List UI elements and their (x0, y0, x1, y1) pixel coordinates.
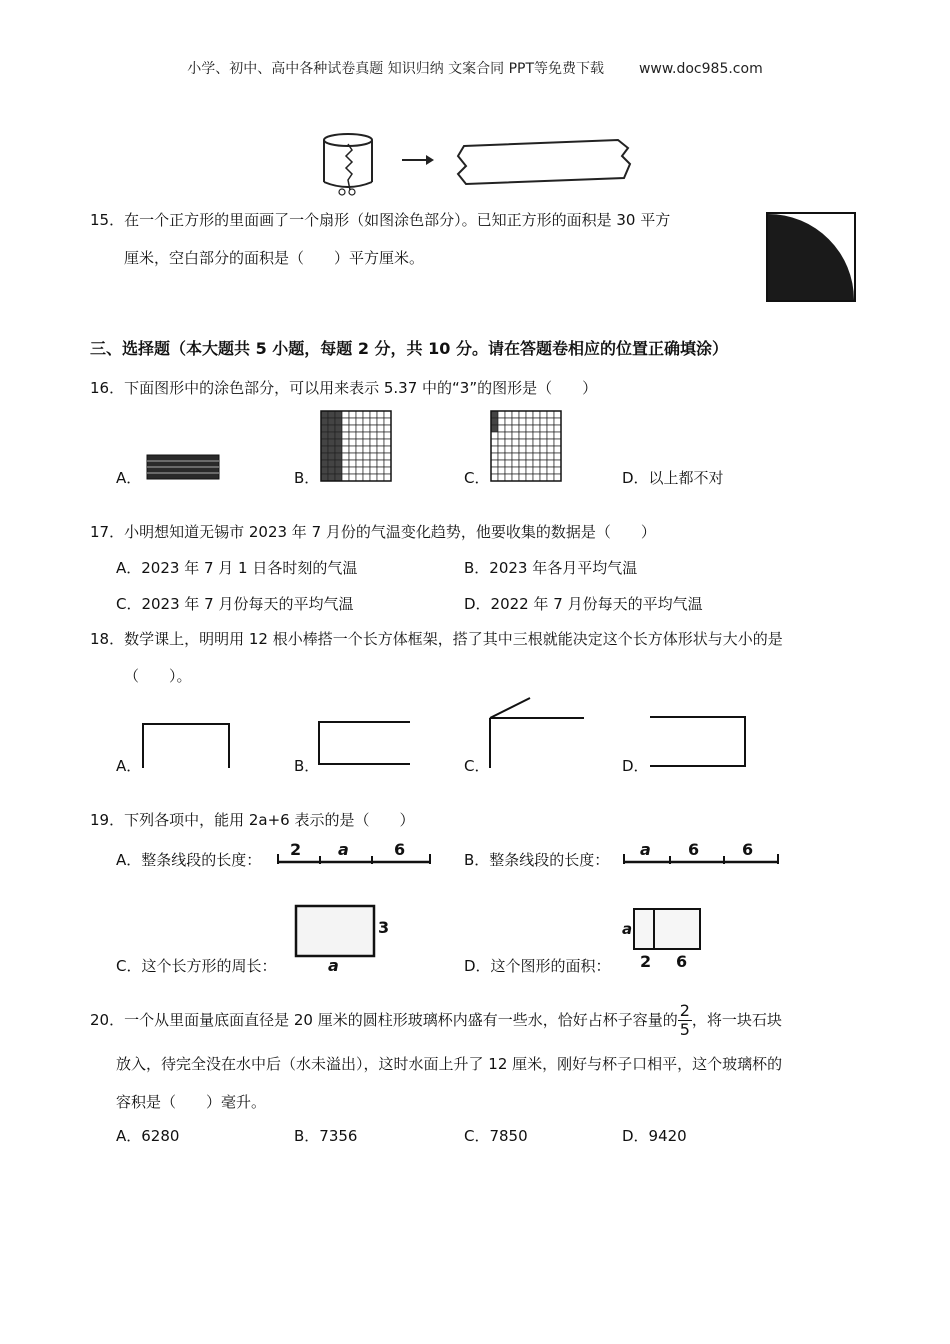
q18-stem (90, 629, 783, 649)
q19-seg-a-label-1: 2 (290, 840, 302, 859)
q20-text-1a: 一个从里面量底面直径是 20 厘米的圆柱形玻璃杯内盛有一些水，恰好占杯子容量的 (124, 1011, 678, 1029)
q15-line2: 厘米，空白部分的面积是（ ）平方厘米。 (124, 249, 425, 267)
q19-option-d[interactable]: D．这个图形的面积： (464, 957, 611, 975)
cylinder-unfold-figure (318, 128, 638, 198)
q19-seg-a-label-2: a (338, 840, 349, 859)
q16-stem (90, 378, 597, 398)
q16-option-b[interactable]: B． (294, 469, 320, 487)
q18-number: 18． (90, 630, 125, 648)
q17-stem (90, 522, 656, 542)
q16-option-d[interactable]: D．以上都不对 (622, 469, 724, 487)
header-url: www.doc985.com (638, 61, 763, 77)
q16-option-a[interactable]: A． (116, 469, 142, 487)
q19-figure-d (620, 906, 704, 972)
q20-line1 (90, 1000, 782, 1040)
q17-option-d[interactable]: D．2022 年 7 月份每天的平均气温 (464, 595, 703, 613)
q18-stem2: （ ）。 (124, 667, 192, 685)
q19-stem (90, 810, 414, 830)
q18-option-d[interactable]: D． (622, 757, 649, 775)
q20-line3: 容积是（ ）毫升。 (116, 1093, 267, 1111)
q15-number: 15． (90, 211, 125, 229)
q17-number: 17． (90, 523, 125, 541)
q18-option-a[interactable]: A． (116, 757, 142, 775)
q18-option-c[interactable]: C． (464, 757, 490, 775)
q19-fig-d-left: 2 (640, 952, 652, 971)
q18-figure-c (486, 694, 586, 770)
q16-stem-text: 下面图形中的涂色部分，可以用来表示 5.37 中的“3”的图形是（ ） (124, 379, 598, 397)
q18-option-b[interactable]: B． (294, 757, 320, 775)
q20-option-d[interactable]: D．9420 (622, 1127, 687, 1145)
q18-figure-a (140, 722, 232, 770)
q20-option-a[interactable]: A．6280 (116, 1127, 180, 1145)
q20-fraction (678, 1002, 692, 1039)
q20-fraction-numerator: 2 (679, 1001, 690, 1020)
q18-figure-b (316, 720, 412, 768)
q15-line1 (90, 210, 670, 230)
q19-segment-b (622, 840, 780, 866)
q16-figure-a (146, 454, 220, 480)
q19-rect-c-height: 3 (378, 918, 390, 937)
section3-title: 三、选择题（本大题共 5 小题，每题 2 分，共 10 分。请在答题卷相应的位置正确填涂） (90, 339, 728, 358)
q16-number: 16． (90, 379, 125, 397)
q19-option-b[interactable]: B．整条线段的长度： (464, 851, 610, 869)
q20-text-1b: ，将一块石块 (691, 1011, 782, 1029)
q19-number: 19． (90, 811, 125, 829)
q17-option-a[interactable]: A．2023 年 7 月 1 日各时刻的气温 (116, 559, 358, 577)
q19-option-c[interactable]: C．这个长方形的周长： (116, 957, 277, 975)
q19-rect-c (294, 904, 394, 976)
q20-option-b[interactable]: B．7356 (294, 1127, 358, 1145)
q19-seg-b-label-3: 6 (742, 840, 754, 859)
q20-line2: 放入，待完全没在水中后（水未溢出），这时水面上升了 12 厘米，刚好与杯子口相平，这个玻璃杯的 (116, 1055, 783, 1073)
q18-figure-d (648, 714, 748, 770)
q18-stem-text: 数学课上，明明用 12 根小棒搭一个长方体框架，搭了其中三根就能决定这个长方体形状与大小的是 (124, 630, 783, 648)
q19-fig-d-side: a (622, 920, 633, 938)
q19-rect-c-width: a (328, 956, 339, 975)
q16-figure-c (490, 410, 562, 482)
header-site-text: 小学、初中、高中各种试卷真题 知识归纳 文案合同 PPT等免费下载 (187, 61, 605, 77)
q19-seg-b-label-1: a (640, 840, 651, 859)
q19-option-a[interactable]: A．整条线段的长度： (116, 851, 262, 869)
q19-seg-a-label-3: 6 (394, 840, 406, 859)
q15-sector-square-figure (766, 212, 856, 302)
q15-text-1: 在一个正方形的里面画了一个扇形（如图涂色部分）。已知正方形的面积是 30 平方 (124, 211, 671, 229)
q19-seg-b-label-2: 6 (688, 840, 700, 859)
q20-option-c[interactable]: C．7850 (464, 1127, 528, 1145)
page-header (0, 58, 950, 78)
q19-fig-d-right: 6 (676, 952, 688, 971)
q17-option-b[interactable]: B．2023 年各月平均气温 (464, 559, 638, 577)
q17-stem-text: 小明想知道无锡市 2023 年 7 月份的气温变化趋势，他要收集的数据是（ ） (124, 523, 656, 541)
q19-stem-text: 下列各项中，能用 2a+6 表示的是（ ） (124, 811, 415, 829)
q17-option-c[interactable]: C．2023 年 7 月份每天的平均气温 (116, 595, 354, 613)
q16-option-c[interactable]: C． (464, 469, 490, 487)
q16-figure-b (320, 410, 392, 482)
q19-segment-a (276, 840, 432, 866)
q20-number: 20． (90, 1011, 125, 1029)
q20-fraction-denominator: 5 (679, 1020, 690, 1039)
